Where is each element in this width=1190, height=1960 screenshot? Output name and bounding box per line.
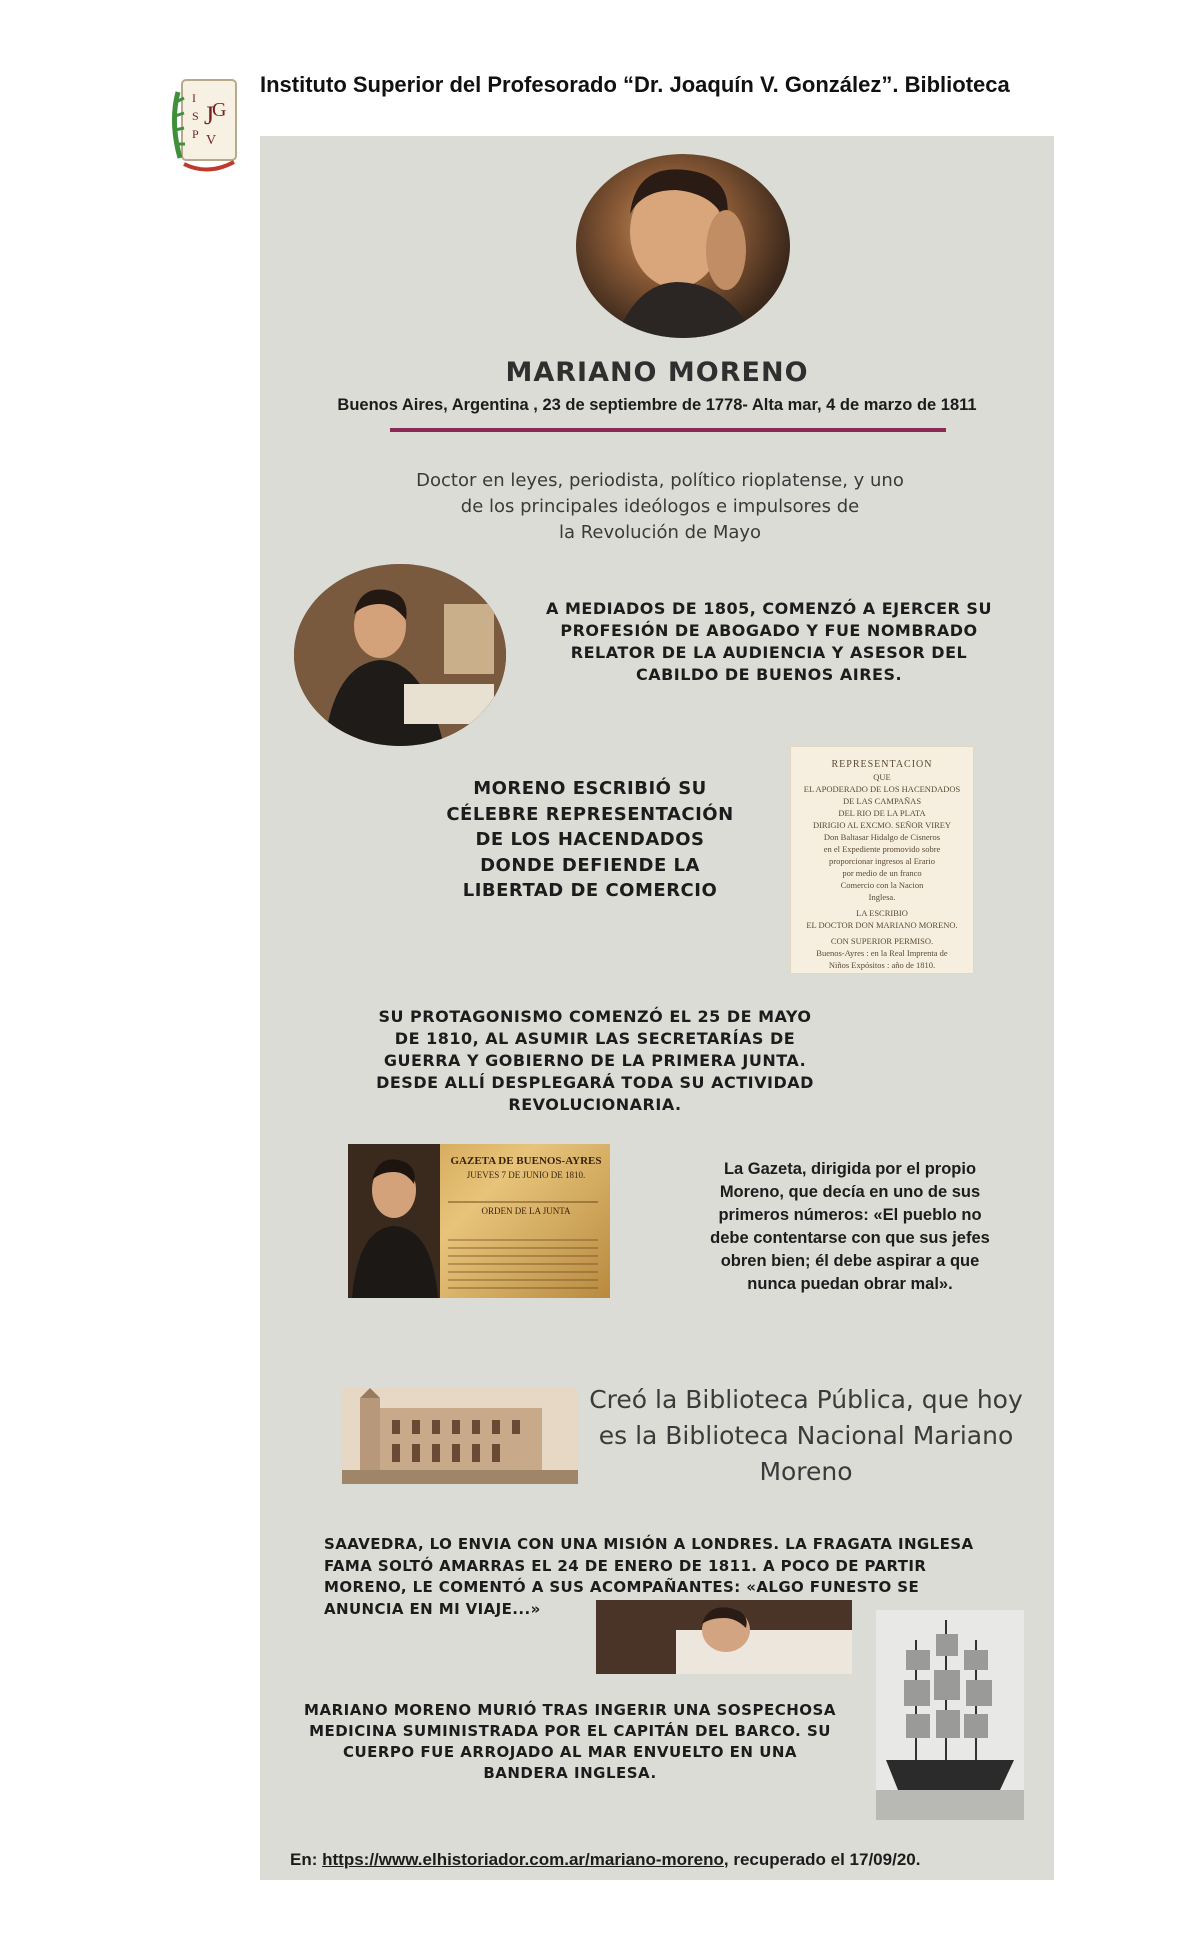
career-line: PROFESIÓN DE ABOGADO Y FUE NOMBRADO: [560, 621, 978, 640]
death-line: MARIANO MORENO MURIÓ TRAS INGERIR UNA SOSPECHOSA: [304, 1701, 836, 1719]
career-1805-text: [514, 598, 1024, 686]
doc-line: LA ESCRIBIO: [856, 908, 908, 918]
doc-line: CON SUPERIOR PERMISO.: [830, 936, 934, 946]
life-dates-subtitle: Buenos Aires, Argentina , 23 de septiembre de 1778- Alta mar, 4 de marzo de 1811: [337, 396, 977, 414]
protagonismo-line: SU PROTAGONISMO COMENZÓ EL 25 DE MAYO: [378, 1007, 812, 1026]
representacion-line: DONDE DEFIENDE LA: [480, 854, 700, 876]
representacion-line: CÉLEBRE REPRESENTACIÓN: [446, 803, 734, 825]
moreno-deathbed-image: [596, 1600, 852, 1674]
title-divider: [390, 428, 946, 432]
representacion-line: MORENO ESCRIBIÓ SU: [473, 778, 707, 799]
moreno-portrait-image: [576, 154, 790, 338]
protagonismo-line: DE 1810, AL ASUMIR LAS SECRETARÍAS DE: [394, 1029, 796, 1048]
library-line: Creó la Biblioteca Pública, que hoy: [589, 1385, 1023, 1414]
gazeta-quote-line: Moreno, que decía en uno de sus: [719, 1183, 981, 1201]
representacion-line: DE LOS HACENDADOS: [475, 829, 705, 850]
svg-text:G: G: [212, 99, 227, 121]
doc-line: por medio de un franco: [842, 868, 922, 878]
source-citation: [290, 1850, 920, 1870]
career-line: CABILDO DE BUENOS AIRES.: [635, 665, 903, 684]
page-header-title: Instituto Superior del Profesorado “Dr. Joaquín V. González”. Biblioteca: [260, 72, 1010, 97]
intro-line: la Revolución de Mayo: [558, 522, 762, 543]
death-line: CUERPO FUE ARROJADO AL MAR ENVUELTO EN UNA: [342, 1743, 798, 1761]
library-line: es la Biblioteca Nacional Mariano: [598, 1421, 1014, 1450]
doc-line: proporcionar ingresos al Erario: [829, 856, 935, 866]
library-building-image: [342, 1388, 578, 1484]
death-text: [290, 1700, 850, 1784]
svg-text:S: S: [192, 109, 199, 123]
doc-line: REPRESENTACION: [831, 759, 933, 770]
gazeta-quote-line: primeros números: «El pueblo no: [718, 1206, 982, 1224]
representacion-text: [400, 776, 780, 904]
career-line: RELATOR DE LA AUDIENCIA Y ASESOR DEL: [570, 643, 968, 662]
intro-line: de los principales ideólogos e impulsores de: [460, 496, 860, 517]
mission-line: SAAVEDRA, LO ENVIA CON UNA MISIÓN A LONDRES. LA FRAGATA INGLESA: [324, 1535, 974, 1553]
doc-line: EL DOCTOR DON MARIANO MORENO.: [806, 920, 958, 930]
doc-line: EL APODERADO DE LOS HACENDADOS: [803, 784, 961, 794]
mission-line: FAMA SOLTÓ AMARRAS EL 24 DE ENERO DE 1811. A POCO DE PARTIR: [324, 1556, 927, 1575]
doc-line: Buenos-Ayres : en la Real Imprenta de: [816, 948, 948, 958]
svg-text:P: P: [192, 127, 199, 141]
representacion-document-image: [790, 746, 974, 974]
source-link[interactable]: https://www.elhistoriador.com.ar/mariano-moreno: [322, 1850, 724, 1869]
doc-line: en el Expediente promovido sobre: [823, 844, 941, 854]
intro-text: [300, 468, 1020, 546]
citation-prefix: En:: [290, 1850, 323, 1869]
person-name-heading: MARIANO MORENO: [505, 357, 809, 388]
gazeta-title: GAZETA DE BUENOS-AYRES: [450, 1155, 602, 1167]
doc-line: Inglesa.: [868, 892, 896, 902]
library-line: Moreno: [759, 1457, 853, 1486]
doc-line: DE LAS CAMPAÑAS: [842, 796, 922, 806]
doc-line: DEL RIO DE LA PLATA: [838, 808, 926, 818]
mission-line: ANUNCIA EN MI VIAJE...»: [324, 1599, 541, 1618]
representacion-line: LIBERTAD DE COMERCIO: [462, 880, 718, 901]
institute-logo: [168, 72, 246, 176]
svg-text:J: J: [204, 101, 215, 130]
gazeta-quote-text: [680, 1158, 1020, 1296]
career-line: A MEDIADOS DE 1805, COMENZÓ A EJERCER SU: [546, 599, 992, 618]
mission-line: MORENO, LE COMENTÓ A SUS ACOMPAÑANTES: «ALGO FUNESTO SE: [324, 1578, 920, 1596]
gazeta-masthead: [448, 1154, 604, 1218]
protagonismo-line: DESDE ALLÍ DESPLEGARÁ TODA SU ACTIVIDAD: [376, 1073, 814, 1092]
protagonismo-text: [340, 1006, 850, 1116]
intro-line: Doctor en leyes, periodista, político rioplatense, y uno: [416, 470, 904, 491]
gazeta-quote-line: debe contentarse con que sus jefes: [710, 1229, 990, 1247]
doc-line: Don Baltasar Hidalgo de Cisneros: [823, 832, 941, 842]
gazeta-quote-line: nunca puedan obrar mal».: [747, 1275, 953, 1293]
doc-line: DIRIGIO AL EXCMO. SEÑOR VIREY: [812, 820, 952, 830]
doc-line: QUE: [873, 772, 891, 782]
gazeta-heading: ORDEN DE LA JUNTA: [481, 1206, 571, 1216]
doc-line: Niños Expósitos : año de 1810.: [828, 960, 936, 970]
gazeta-quote-line: La Gazeta, dirigida por el propio: [723, 1160, 977, 1178]
logo-letter-i: I: [192, 91, 196, 105]
svg-text:V: V: [206, 133, 217, 148]
citation-suffix: , recuperado el 17/09/20.: [723, 1850, 921, 1869]
gazeta-date: JUEVES 7 DE JUNIO DE 1810.: [466, 1170, 586, 1180]
protagonismo-line: REVOLUCIONARIA.: [508, 1095, 682, 1114]
moreno-at-desk-image: [294, 564, 506, 746]
gazeta-quote-line: obren bien; él debe aspirar a que: [720, 1252, 980, 1270]
protagonismo-line: GUERRA Y GOBIERNO DE LA PRIMERA JUNTA.: [383, 1051, 807, 1070]
death-line: BANDERA INGLESA.: [483, 1764, 657, 1782]
frigate-ship-image: [876, 1610, 1024, 1820]
library-text: [578, 1382, 1034, 1490]
gazeta-newspaper-image: [348, 1144, 610, 1298]
doc-line: Comercio con la Nacion: [840, 880, 924, 890]
death-line: MEDICINA SUMINISTRADA POR EL CAPITÁN DEL BARCO. SU: [309, 1722, 831, 1740]
